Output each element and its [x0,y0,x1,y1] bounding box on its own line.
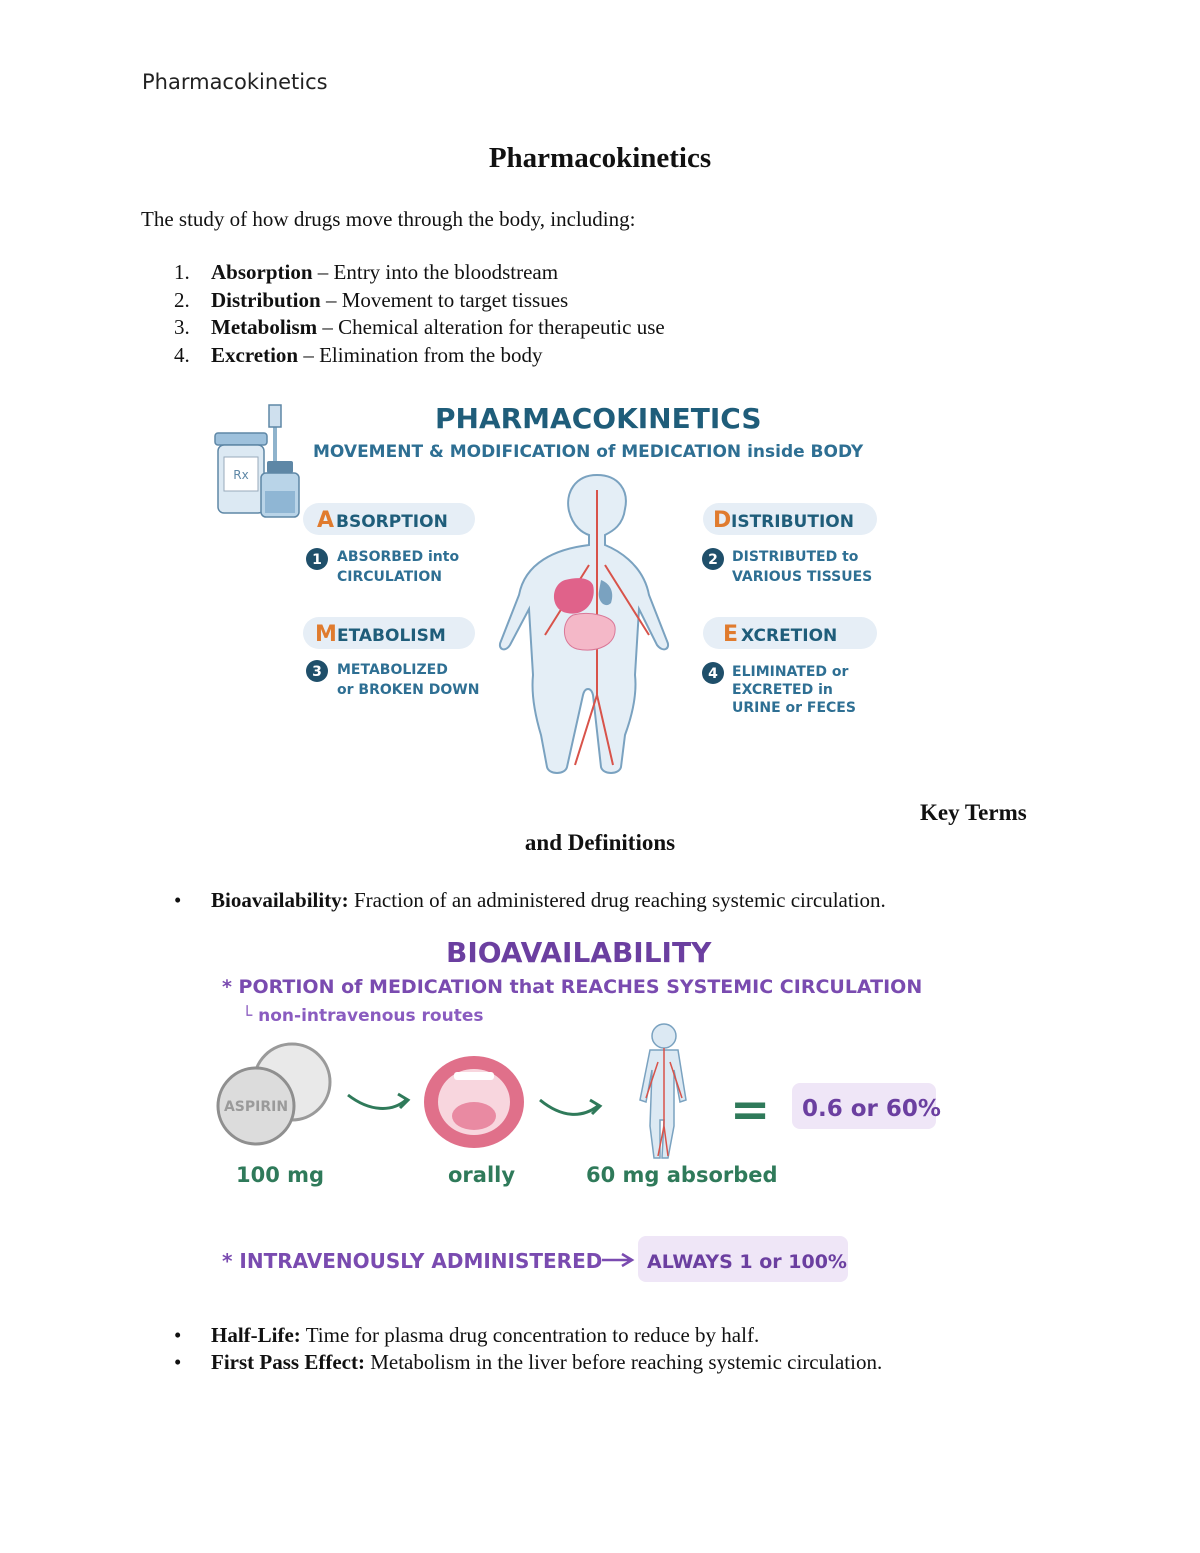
list-item: 3. Metabolism – Chemical alteration for therapeutic use [174,315,665,339]
iv-text: * INTRAVENOUSLY ADMINISTERED [222,1249,603,1273]
equals-sign: = [730,1082,771,1138]
human-body-icon [640,1024,686,1158]
svg-text:VARIOUS TISSUES: VARIOUS TISSUES [732,569,873,585]
svg-text:METABOLIZED: METABOLIZED [337,662,448,678]
svg-text:ISTRIBUTION: ISTRIBUTION [731,512,854,532]
svg-text:or BROKEN DOWN: or BROKEN DOWN [337,682,480,698]
bio-figure-title: BIOAVAILABILITY [446,936,712,969]
svg-text:ETABOLISM: ETABOLISM [337,626,446,646]
svg-text:3: 3 [312,664,322,680]
document-title: Pharmacokinetics [488,142,712,174]
bullet-first-pass-effect: • First Pass Effect: Metabolism in the liver before reaching systemic circulation. [174,1350,883,1374]
distribution-block [702,503,877,585]
arrow-icon [540,1100,598,1114]
svg-text:2: 2 [708,552,718,568]
svg-text:1: 1 [312,552,322,568]
svg-text:D: D [713,508,732,533]
key-terms-heading-part2: and Definitions [524,830,676,855]
intro-paragraph: The study of how drugs move through the body, including: [141,207,636,231]
svg-text:A: A [317,508,335,533]
medicine-bottle-icon [215,405,299,517]
svg-text:ABSORBED into: ABSORBED into [337,549,460,565]
list-item: 2. Distribution – Movement to target tissues [174,287,569,312]
svg-text:BSORPTION: BSORPTION [336,512,448,532]
svg-text:DISTRIBUTED to: DISTRIBUTED to [732,549,859,565]
svg-text:4: 4 [708,666,718,682]
pk-steps-list [174,259,665,369]
svg-text:CIRCULATION: CIRCULATION [337,569,442,585]
list-item: 1. Absorption – Entry into the bloodstream [174,260,559,284]
arrow-right-icon [602,1254,632,1266]
pharmacokinetics-figure [205,395,885,780]
pk-figure-title: PHARMACOKINETICS [435,402,762,435]
page-header: Pharmacokinetics [142,70,328,94]
human-body-icon [500,475,668,773]
svg-text:XCRETION: XCRETION [741,626,838,646]
svg-text:EXCRETED in: EXCRETED in [732,682,833,698]
absorbed-label: 60 mg absorbed [586,1163,778,1187]
iv-result-value: ALWAYS 1 or 100% [647,1251,847,1273]
result-value: 0.6 or 60% [802,1096,941,1122]
aspirin-pill-icon [218,1044,330,1144]
bullet-bioavailability: • Bioavailability: Fraction of an administered drug reaching systemic circulation. [174,888,886,912]
bio-figure-subtitle: * PORTION of MEDICATION that REACHES SYSTEMIC CIRCULATION [222,976,923,998]
svg-text:ELIMINATED or: ELIMINATED or [732,664,849,680]
key-terms-heading-part1: Key Terms [920,800,1027,825]
svg-text:M: M [315,622,337,647]
svg-text:ASPIRIN: ASPIRIN [223,1099,289,1115]
bio-figure-note: └ non-intravenous routes [242,1006,484,1026]
pk-figure-subtitle: MOVEMENT & MODIFICATION of MEDICATION inside BODY [313,442,864,462]
route-label: orally [448,1163,516,1187]
svg-text:URINE or FECES: URINE or FECES [732,700,856,716]
bullet-half-life: • Half-Life: Time for plasma drug concentration to reduce by half. [174,1323,760,1347]
bioavailability-figure [210,930,950,1290]
svg-text:Rx: Rx [233,468,249,482]
absorption-block [303,503,475,585]
dose-label: 100 mg [236,1163,325,1187]
metabolism-block [303,617,479,698]
mouth-icon [424,1056,524,1148]
svg-text:E: E [723,622,739,647]
list-item: 4. Excretion – Elimination from the body [174,342,543,367]
excretion-block [702,617,877,716]
arrow-icon [348,1095,406,1108]
